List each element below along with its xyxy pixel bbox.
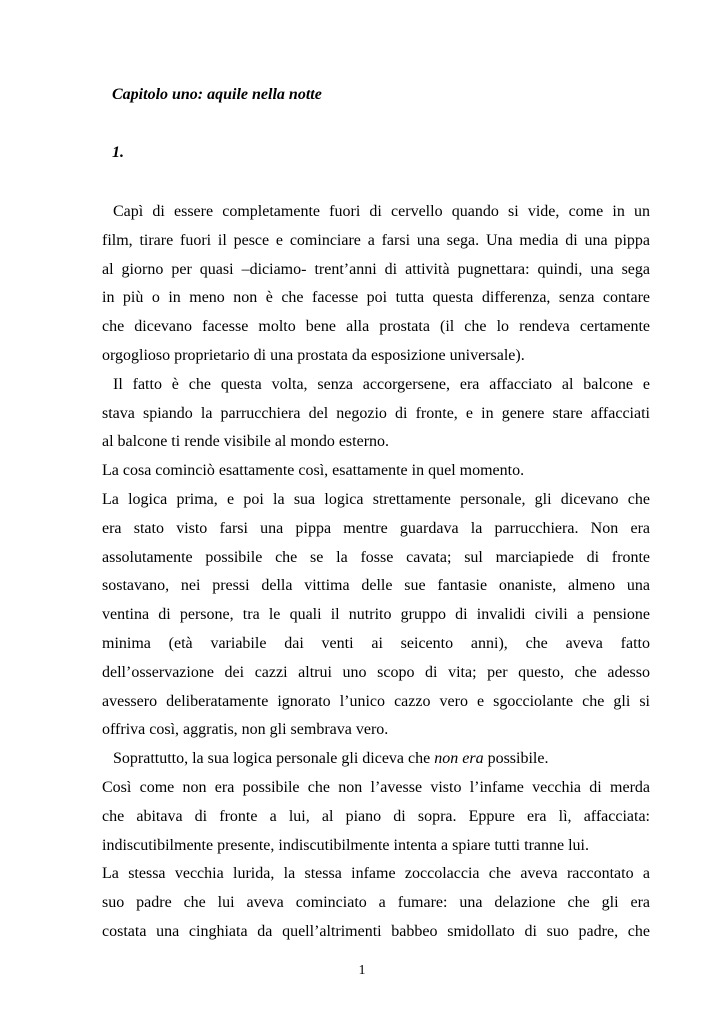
text-line: ventina di persone, tra le quali il nutrito gruppo di invalidi civili a pensione <box>102 606 650 624</box>
text-line: suo padre che lui aveva cominciato a fumare: una delazione che gli era <box>102 894 650 912</box>
text-line: Così come non era possibile che non l’avesse visto l’infame vecchia di merda <box>102 778 650 796</box>
text-line: che dicevano facesse molto bene alla prostata (il che lo rendeva certamente <box>102 318 650 336</box>
text-segment: Soprattutto, la sua logica personale gli diceva che <box>113 750 435 768</box>
text-line: dell’osservazione dei cazzi altrui uno scopo di vita; per questo, che adesso <box>102 663 650 681</box>
text-line <box>102 745 650 774</box>
text-line: che abitava di fronte a lui, al piano di sopra. Eppure era lì, affacciata: <box>102 807 650 825</box>
text-line: Capì di essere completamente fuori di cervello quando si vide, come in un <box>113 203 650 220</box>
text-line: La logica prima, e poi la sua logica strettamente personale, gli dicevano che <box>102 490 650 508</box>
text-line: in più o in meno non è che facesse poi tutta questa differenza, senza contare <box>102 289 650 307</box>
text-line: avessero deliberatamente ignorato l’unico cazzo vero e sgocciolante che gli si <box>102 692 650 710</box>
text-line: al balcone ti rende visibile al mondo esterno. <box>102 433 390 451</box>
text-line: assolutamente possibile che se la fosse cavata; sul marciapiede di fronte <box>102 548 650 566</box>
text-line: indiscutibilmente presente, indiscutibilmente intenta a spiare tutti tranne lui. <box>102 836 589 854</box>
text-line: orgoglioso proprietario di una prostata da esposizione universale). <box>102 346 525 364</box>
emphasis-text: non era <box>434 750 484 768</box>
section-number: 1. <box>112 144 124 161</box>
text-line: era stato visto farsi una pippa mentre guardava la parrucchiera. Non era <box>102 519 650 537</box>
text-line: sostavano, nei pressi della vittima delle sue fantasie onaniste, almeno una <box>102 577 650 595</box>
text-line: La stessa vecchia lurida, la stessa infame zoccolaccia che aveva raccontato a <box>102 865 650 883</box>
text-line: stava spiando la parrucchiera del negozio di fronte, e in genere stare affacciati <box>102 404 650 422</box>
text-line: Il fatto è che questa volta, senza accorgersene, era affacciato al balcone e <box>113 375 650 393</box>
text-line: minima (età variabile dai venti ai seicento anni), che aveva fatto <box>102 634 650 652</box>
text-line: film, tirare fuori il pesce e cominciare a farsi una sega. Una media di una pippa <box>102 231 650 249</box>
text-line: al giorno per quasi –diciamo- trent’anni di attività pugnettara: quindi, una sega <box>102 260 650 278</box>
text-line: costata una cinghiata da quell’altrimenti babbeo smidollato di suo padre, che <box>102 922 650 940</box>
text-segment: possibile. <box>483 750 549 768</box>
chapter-title: Capitolo uno: aquile nella notte <box>112 86 322 103</box>
page-number: 1 <box>358 963 366 978</box>
text-line: offriva così, aggratis, non gli sembrava vero. <box>102 721 389 739</box>
text-line: La cosa cominciò esattamente così, esattamente in quel momento. <box>102 462 525 480</box>
body-text <box>102 198 650 947</box>
